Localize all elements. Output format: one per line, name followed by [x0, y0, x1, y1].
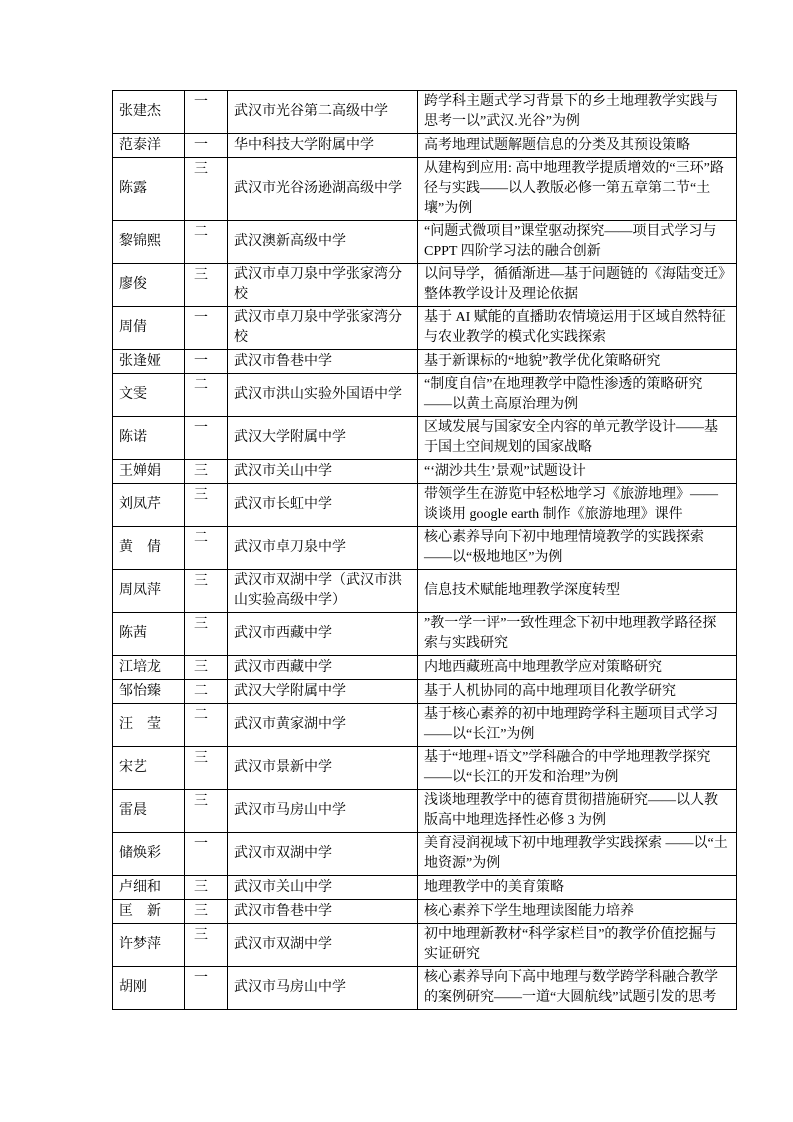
cell-award-level: 一	[185, 833, 228, 876]
cell-school-name: 武汉市洪山实验外国语中学	[228, 374, 418, 417]
cell-school-name: 武汉市卓刀泉中学	[228, 527, 418, 570]
cell-paper-title: 跨学科主题式学习背景下的乡土地理教学实践与思考一以”武汉.光谷”为例	[418, 91, 737, 134]
cell-award-level: 三	[185, 790, 228, 833]
table-row	[113, 900, 737, 924]
cell-paper-title: 信息技术赋能地理教学深度转型	[418, 570, 737, 613]
cell-award-level: 三	[185, 484, 228, 527]
cell-paper-title: 地理教学中的美育策略	[418, 876, 737, 900]
cell-paper-title: “‘湖沙共生’景观”试题设计	[418, 460, 737, 484]
cell-teacher-name: 江培龙	[113, 656, 185, 680]
cell-teacher-name: 黎锦熙	[113, 221, 185, 264]
cell-school-name: 武汉市马房山中学	[228, 967, 418, 1010]
cell-award-level: 三	[185, 900, 228, 924]
table-row	[113, 833, 737, 876]
cell-award-level: 二	[185, 374, 228, 417]
cell-award-level: 一	[185, 91, 228, 134]
cell-teacher-name: 卢细和	[113, 876, 185, 900]
cell-school-name: 华中科技大学附属中学	[228, 134, 418, 158]
cell-school-name: 武汉市光谷第二高级中学	[228, 91, 418, 134]
cell-paper-title: 基于“地理+语文”学科融合的中学地理教学探究——以“长江的开发和治理”为例	[418, 747, 737, 790]
cell-school-name: 武汉澳新高级中学	[228, 221, 418, 264]
cell-teacher-name: 陈诺	[113, 417, 185, 460]
table-row	[113, 307, 737, 350]
table-row	[113, 613, 737, 656]
cell-award-level: 三	[185, 747, 228, 790]
cell-teacher-name: 张建杰	[113, 91, 185, 134]
cell-teacher-name: 张逢娅	[113, 350, 185, 374]
cell-teacher-name: 邹怡臻	[113, 680, 185, 704]
cell-teacher-name: 黄 倩	[113, 527, 185, 570]
cell-school-name: 武汉市鲁巷中学	[228, 350, 418, 374]
cell-teacher-name: 匡 新	[113, 900, 185, 924]
cell-paper-title: 核心素养导向下初中地理情境教学的实践探索——以“极地地区”为例	[418, 527, 737, 570]
table-row	[113, 790, 737, 833]
table-row	[113, 570, 737, 613]
cell-teacher-name: 刘凤芹	[113, 484, 185, 527]
awards-table-body	[113, 91, 737, 1010]
cell-school-name: 武汉市马房山中学	[228, 790, 418, 833]
table-row	[113, 484, 737, 527]
cell-award-level: 一	[185, 417, 228, 460]
table-row	[113, 264, 737, 307]
cell-paper-title: 基于人机协同的高中地理项目化教学研究	[418, 680, 737, 704]
cell-award-level: 三	[185, 656, 228, 680]
table-row	[113, 656, 737, 680]
cell-paper-title: 基于 AI 赋能的直播助农情境运用于区域自然特征与农业教学的模式化实践探索	[418, 307, 737, 350]
cell-teacher-name: 储焕彩	[113, 833, 185, 876]
cell-award-level: 三	[185, 264, 228, 307]
cell-award-level: 三	[185, 570, 228, 613]
cell-award-level: 三	[185, 613, 228, 656]
cell-school-name: 武汉市卓刀泉中学张家湾分校	[228, 264, 418, 307]
table-row	[113, 350, 737, 374]
cell-award-level: 二	[185, 680, 228, 704]
cell-teacher-name: 王婵娟	[113, 460, 185, 484]
cell-school-name: 武汉市光谷汤逊湖高级中学	[228, 158, 418, 221]
cell-award-level: 三	[185, 876, 228, 900]
table-row	[113, 527, 737, 570]
cell-teacher-name: 廖俊	[113, 264, 185, 307]
cell-paper-title: 高考地理试题解题信息的分类及其预设策略	[418, 134, 737, 158]
cell-paper-title: 浅谈地理教学中的德育贯彻措施研究——以人教版高中地理选择性必修 3 为例	[418, 790, 737, 833]
cell-paper-title: 区域发展与国家安全内容的单元教学设计——基于国土空间规划的国家战略	[418, 417, 737, 460]
cell-school-name: 武汉市卓刀泉中学张家湾分校	[228, 307, 418, 350]
table-row	[113, 460, 737, 484]
table-row	[113, 158, 737, 221]
table-row	[113, 91, 737, 134]
cell-paper-title: 核心素养下学生地理读图能力培养	[418, 900, 737, 924]
cell-school-name: 武汉市双湖中学（武汉市洪山实验高级中学）	[228, 570, 418, 613]
table-row	[113, 680, 737, 704]
cell-teacher-name: 周凤萍	[113, 570, 185, 613]
table-row	[113, 221, 737, 264]
cell-paper-title: 内地西藏班高中地理教学应对策略研究	[418, 656, 737, 680]
cell-school-name: 武汉大学附属中学	[228, 680, 418, 704]
table-row	[113, 876, 737, 900]
cell-school-name: 武汉市双湖中学	[228, 833, 418, 876]
cell-award-level: 一	[185, 134, 228, 158]
cell-award-level: 三	[185, 924, 228, 967]
cell-teacher-name: 陈茜	[113, 613, 185, 656]
cell-teacher-name: 陈露	[113, 158, 185, 221]
cell-teacher-name: 雷晨	[113, 790, 185, 833]
cell-school-name: 武汉市双湖中学	[228, 924, 418, 967]
cell-award-level: 三	[185, 460, 228, 484]
table-row	[113, 924, 737, 967]
table-row	[113, 704, 737, 747]
awards-table	[112, 90, 737, 1010]
cell-school-name: 武汉市西藏中学	[228, 613, 418, 656]
cell-teacher-name: 许梦萍	[113, 924, 185, 967]
cell-school-name: 武汉市鲁巷中学	[228, 900, 418, 924]
cell-award-level: 二	[185, 704, 228, 747]
table-row	[113, 967, 737, 1010]
cell-paper-title: 核心素养导向下高中地理与数学跨学科融合教学的案例研究——一道“大圆航线”试题引发的思考	[418, 967, 737, 1010]
cell-teacher-name: 汪 莹	[113, 704, 185, 747]
cell-paper-title: ”教一学一评”一致性理念下初中地理教学路径探索与实践研究	[418, 613, 737, 656]
cell-award-level: 一	[185, 307, 228, 350]
cell-paper-title: 基于核心素养的初中地理跨学科主题项目式学习——以“长江”为例	[418, 704, 737, 747]
cell-paper-title: 初中地理新教材“科学家栏目”的教学价值挖掘与实证研究	[418, 924, 737, 967]
table-row	[113, 417, 737, 460]
cell-award-level: 二	[185, 527, 228, 570]
cell-paper-title: 以问导学，循循渐进—基于问题链的《海陆变迁》整体教学设计及理论依据	[418, 264, 737, 307]
cell-school-name: 武汉市景新中学	[228, 747, 418, 790]
cell-teacher-name: 胡刚	[113, 967, 185, 1010]
cell-paper-title: “制度自信”在地理教学中隐性渗透的策略研究——以黄土高原治理为例	[418, 374, 737, 417]
cell-school-name: 武汉市西藏中学	[228, 656, 418, 680]
cell-paper-title: “问题式微项目”课堂驱动探究——项目式学习与 CPPT 四阶学习法的融合创新	[418, 221, 737, 264]
cell-school-name: 武汉市黄家湖中学	[228, 704, 418, 747]
cell-school-name: 武汉市关山中学	[228, 876, 418, 900]
cell-teacher-name: 范泰洋	[113, 134, 185, 158]
cell-paper-title: 从建构到应用: 高中地理教学提质增效的“三环”路径与实践——以人教版必修一第五章第二节“土壤”为例	[418, 158, 737, 221]
cell-paper-title: 带领学生在游览中轻松地学习《旅游地理》——谈谈用 google earth 制作《旅游地理》课件	[418, 484, 737, 527]
cell-paper-title: 基于新课标的“地貌”教学优化策略研究	[418, 350, 737, 374]
cell-award-level: 一	[185, 967, 228, 1010]
cell-award-level: 三	[185, 158, 228, 221]
cell-award-level: 二	[185, 221, 228, 264]
cell-award-level: 一	[185, 350, 228, 374]
cell-school-name: 武汉市关山中学	[228, 460, 418, 484]
cell-teacher-name: 宋艺	[113, 747, 185, 790]
cell-school-name: 武汉大学附属中学	[228, 417, 418, 460]
cell-teacher-name: 文雯	[113, 374, 185, 417]
cell-school-name: 武汉市长虹中学	[228, 484, 418, 527]
table-row	[113, 134, 737, 158]
table-row	[113, 374, 737, 417]
cell-teacher-name: 周倩	[113, 307, 185, 350]
cell-paper-title: 美育浸润视域下初中地理教学实践探索 ——以“土地资源”为例	[418, 833, 737, 876]
table-row	[113, 747, 737, 790]
